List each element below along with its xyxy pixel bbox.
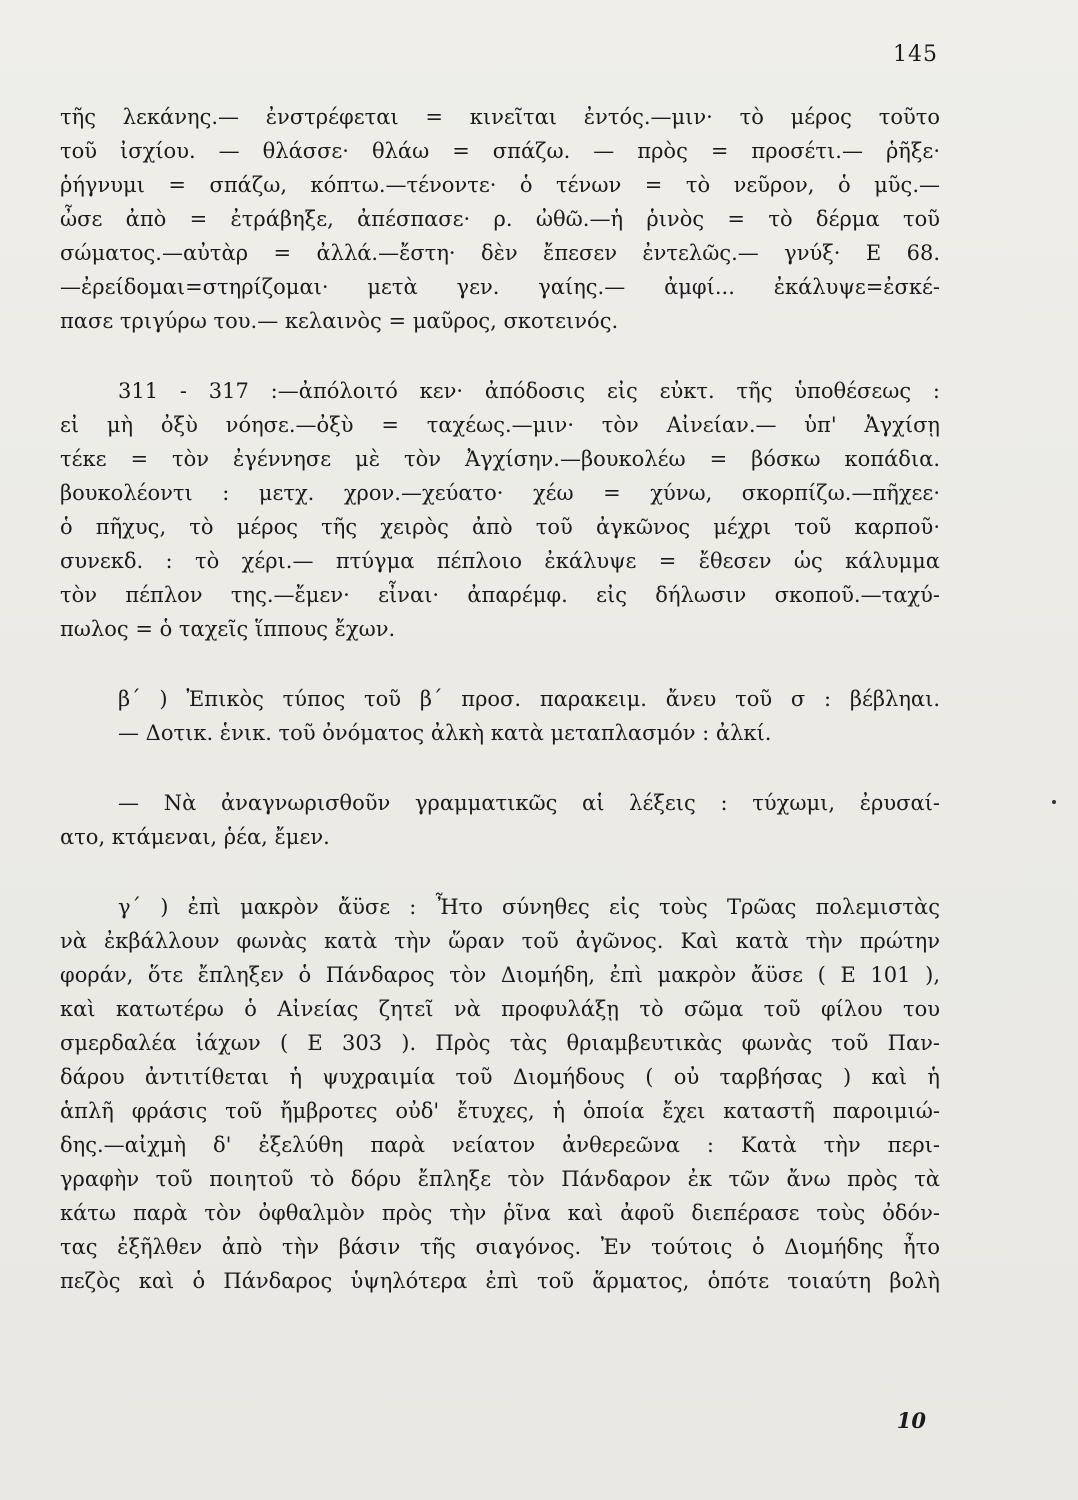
page-number: 145 [893,42,938,67]
text-line: ὦσε ἀπὸ = ἐτράβηξε, ἀπέσπασε· ρ. ὠθῶ.—ἡ ῥινὸς = τὸ δέρμα τοῦ [60,207,940,231]
text-line: πωλος = ὁ ταχεῖς ἵππους ἔχων. [60,617,396,641]
paragraph [60,374,940,646]
text-line: τῆς λεκάνης.— ἐνστρέφεται = κινεῖται ἐντός.—μιν· τὸ μέρος τοῦτο [60,105,940,129]
paragraph [60,100,940,338]
text-line: τὸν πέπλον της.—ἔμεν· εἶναι· ἀπαρέμφ. εἰς δήλωσιν σκοποῦ.—ταχύ- [60,583,940,607]
text-line: — Δοτικ. ἑνικ. τοῦ ὀνόματος ἀλκὴ κατὰ μεταπλασμόν : ἀλκί. [118,721,772,745]
text-line: νὰ ἐκβάλλουν φωνὰς κατὰ τὴν ὥραν τοῦ ἀγῶνος. Καὶ κατὰ τὴν πρώτην [60,929,940,953]
text-line: κάτω παρὰ τὸν ὀφθαλμὸν πρὸς τὴν ῥῖνα καὶ ἀφοῦ διεπέρασε τοὺς ὀδόν- [60,1201,940,1225]
text-line: —ἐρείδομαι=στηρίζομαι· μετὰ γεν. γαίης.— ἀμφί... ἐκάλυψε=ἐσκέ- [60,275,940,299]
text-line: δάρου ἀντιτίθεται ἡ ψυχραιμία τοῦ Διομήδους ( οὐ ταρβήσας ) καὶ ἡ [60,1065,940,1089]
text-line: βουκολέοντι : μετχ. χρον.—χεύατο· χέω = χύνω, σκορπίζω.—πῆχεε· [60,481,940,505]
paragraph [60,682,940,750]
text-line: ὁ πῆχυς, τὸ μέρος τῆς χειρὸς ἀπὸ τοῦ ἀγκῶνος μέχρι τοῦ καρποῦ· [60,515,940,539]
text-line: γραφὴν τοῦ ποιητοῦ τὸ δόρυ ἔπληξε τὸν Πάνδαρον ἐκ τῶν ἄνω πρὸς τὰ [60,1167,940,1191]
text-line: φοράν, ὅτε ἔπληξεν ὁ Πάνδαρος τὸν Διομήδη, ἐπὶ μακρὸν ἄϋσε ( Ε 101 ), [60,963,940,987]
paragraph [60,786,940,854]
text-line: γ΄ ) ἐπὶ μακρὸν ἄϋσε : Ἦτο σύνηθες εἰς τοὺς Τρῶας πολεμιστὰς [118,895,940,919]
print-speck [1052,800,1056,804]
text-line: ῥήγνυμι = σπάζω, κόπτω.—τένοντε· ὁ τένων = τὸ νεῦρον, ὁ μῦς.— [60,173,940,197]
commentary-body [60,100,940,1298]
text-line: πασε τριγύρω του.— κελαινὸς = μαῦρος, σκοτεινός. [60,309,619,333]
text-line: δης.—αἰχμὴ δ' ἐξελύθη παρὰ νείατον ἀνθερεῶνα : Κατὰ τὴν περι- [60,1133,940,1157]
text-line: β΄ ) Ἐπικὸς τύπος τοῦ β΄ προσ. παρακειμ. ἄνευ τοῦ σ : βέβληαι. [118,687,940,711]
text-line: καὶ κατωτέρω ὁ Αἰνείας ζητεῖ νὰ προφυλάξῃ τὸ σῶμα τοῦ φίλου του [60,997,940,1021]
text-line: σμερδαλέα ἰάχων ( Ε 303 ). Πρὸς τὰς θριαμβευτικὰς φωνὰς τοῦ Παν- [60,1031,940,1055]
text-line: σώματος.—αὐτὰρ = ἀλλά.—ἔστη· δὲν ἔπεσεν ἐντελῶς.— γνύξ· Ε 68. [60,241,940,265]
text-line: ατο, κτάμεναι, ῥέα, ἔμεν. [60,825,330,849]
signature-mark: 10 [896,1408,926,1433]
text-line: τοῦ ἰσχίου. — θλάσσε· θλάω = σπάζω. — πρὸς = προσέτι.— ῥῆξε· [60,139,940,163]
text-line: τας ἐξῆλθεν ἀπὸ τὴν βάσιν τῆς σιαγόνος. Ἐν τούτοις ὁ Διομήδης ἦτο [60,1235,940,1259]
text-line: 311 - 317 :—ἀπόλοιτό κεν· ἀπόδοσις εἰς εὐκτ. τῆς ὑποθέσεως : [118,379,940,403]
text-line: — Νὰ ἀναγνωρισθοῦν γραμματικῶς αἱ λέξεις : τύχωμι, ἐρυσαί- [118,791,940,815]
text-line: συνεκδ. : τὸ χέρι.— πτύγμα πέπλοιο ἐκάλυψε = ἔθεσεν ὡς κάλυμμα [60,549,940,573]
paragraph [60,890,940,1298]
text-line: εἰ μὴ ὀξὺ νόησε.—ὀξὺ = ταχέως.—μιν· τὸν Αἰνείαν.— ὑπ' Ἀγχίσῃ [60,413,940,437]
text-line: τέκε = τὸν ἐγέννησε μὲ τὸν Ἀγχίσην.—βουκολέω = βόσκω κοπάδια. [60,447,940,471]
text-line: ἁπλῆ φράσις τοῦ ἤμβροτες οὐδ' ἔτυχες, ἡ ὁποία ἔχει καταστῆ παροιμιώ- [60,1099,940,1123]
text-line: πεζὸς καὶ ὁ Πάνδαρος ὑψηλότερα ἐπὶ τοῦ ἅρματος, ὁπότε τοιαύτη βολὴ [60,1269,940,1293]
